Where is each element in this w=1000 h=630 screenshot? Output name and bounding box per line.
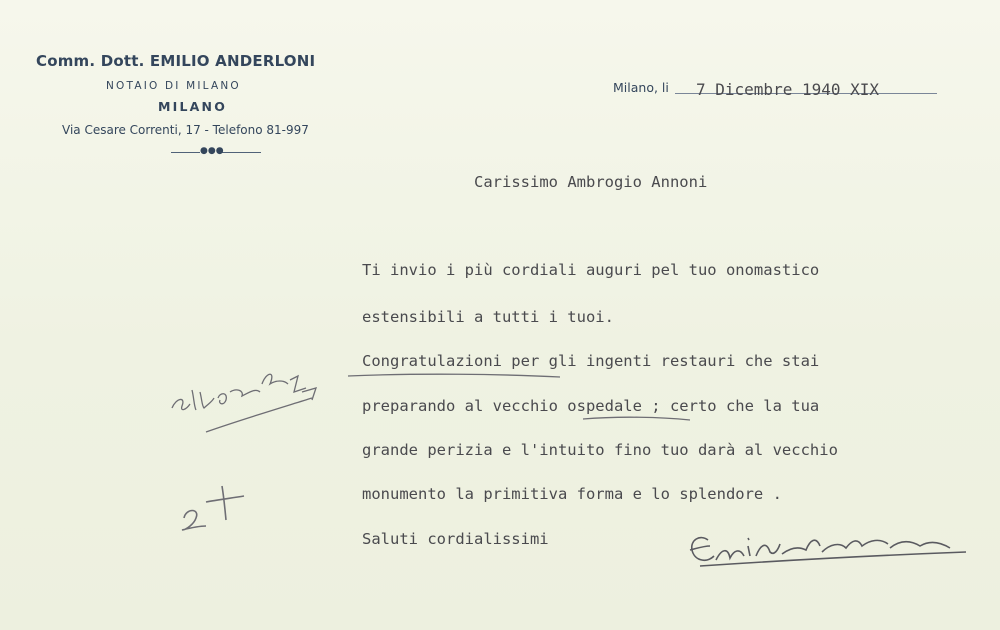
margin-note <box>172 374 316 432</box>
letterhead-ornament: ●●● <box>200 146 224 156</box>
closing: Saluti cordialissimi <box>362 530 549 548</box>
signature <box>690 538 966 566</box>
underline-ospedale <box>583 417 690 420</box>
number-note <box>182 486 244 530</box>
notary-address: Via Cesare Correnti, 17 - Telefono 81-997 <box>62 123 309 137</box>
underline-congratulazioni <box>348 374 560 377</box>
notary-role: NOTAIO DI MILANO <box>106 80 241 92</box>
body-line: preparando al vecchio ospedale ; certo che la tua <box>362 397 820 415</box>
body-line: Congratulazioni per gli ingenti restauri che stai <box>362 352 820 370</box>
body-line: Ti invio i più cordiali auguri pel tuo onomastico <box>362 261 820 279</box>
body-line: monumento la primitiva forma e lo splendore . <box>362 485 782 503</box>
notary-name: Comm. Dott. EMILIO ANDERLONI <box>36 52 316 70</box>
salutation: Carissimo Ambrogio Annoni <box>474 173 708 191</box>
notary-city: MILANO <box>158 99 228 114</box>
letter-date: 7 Dicembre 1940 XIX <box>696 80 880 99</box>
body-line: estensibili a tutti i tuoi. <box>362 308 614 326</box>
body-line: grande perizia e l'intuito fino tuo darà al vecchio <box>362 441 838 459</box>
date-label: Milano, li <box>613 80 669 95</box>
